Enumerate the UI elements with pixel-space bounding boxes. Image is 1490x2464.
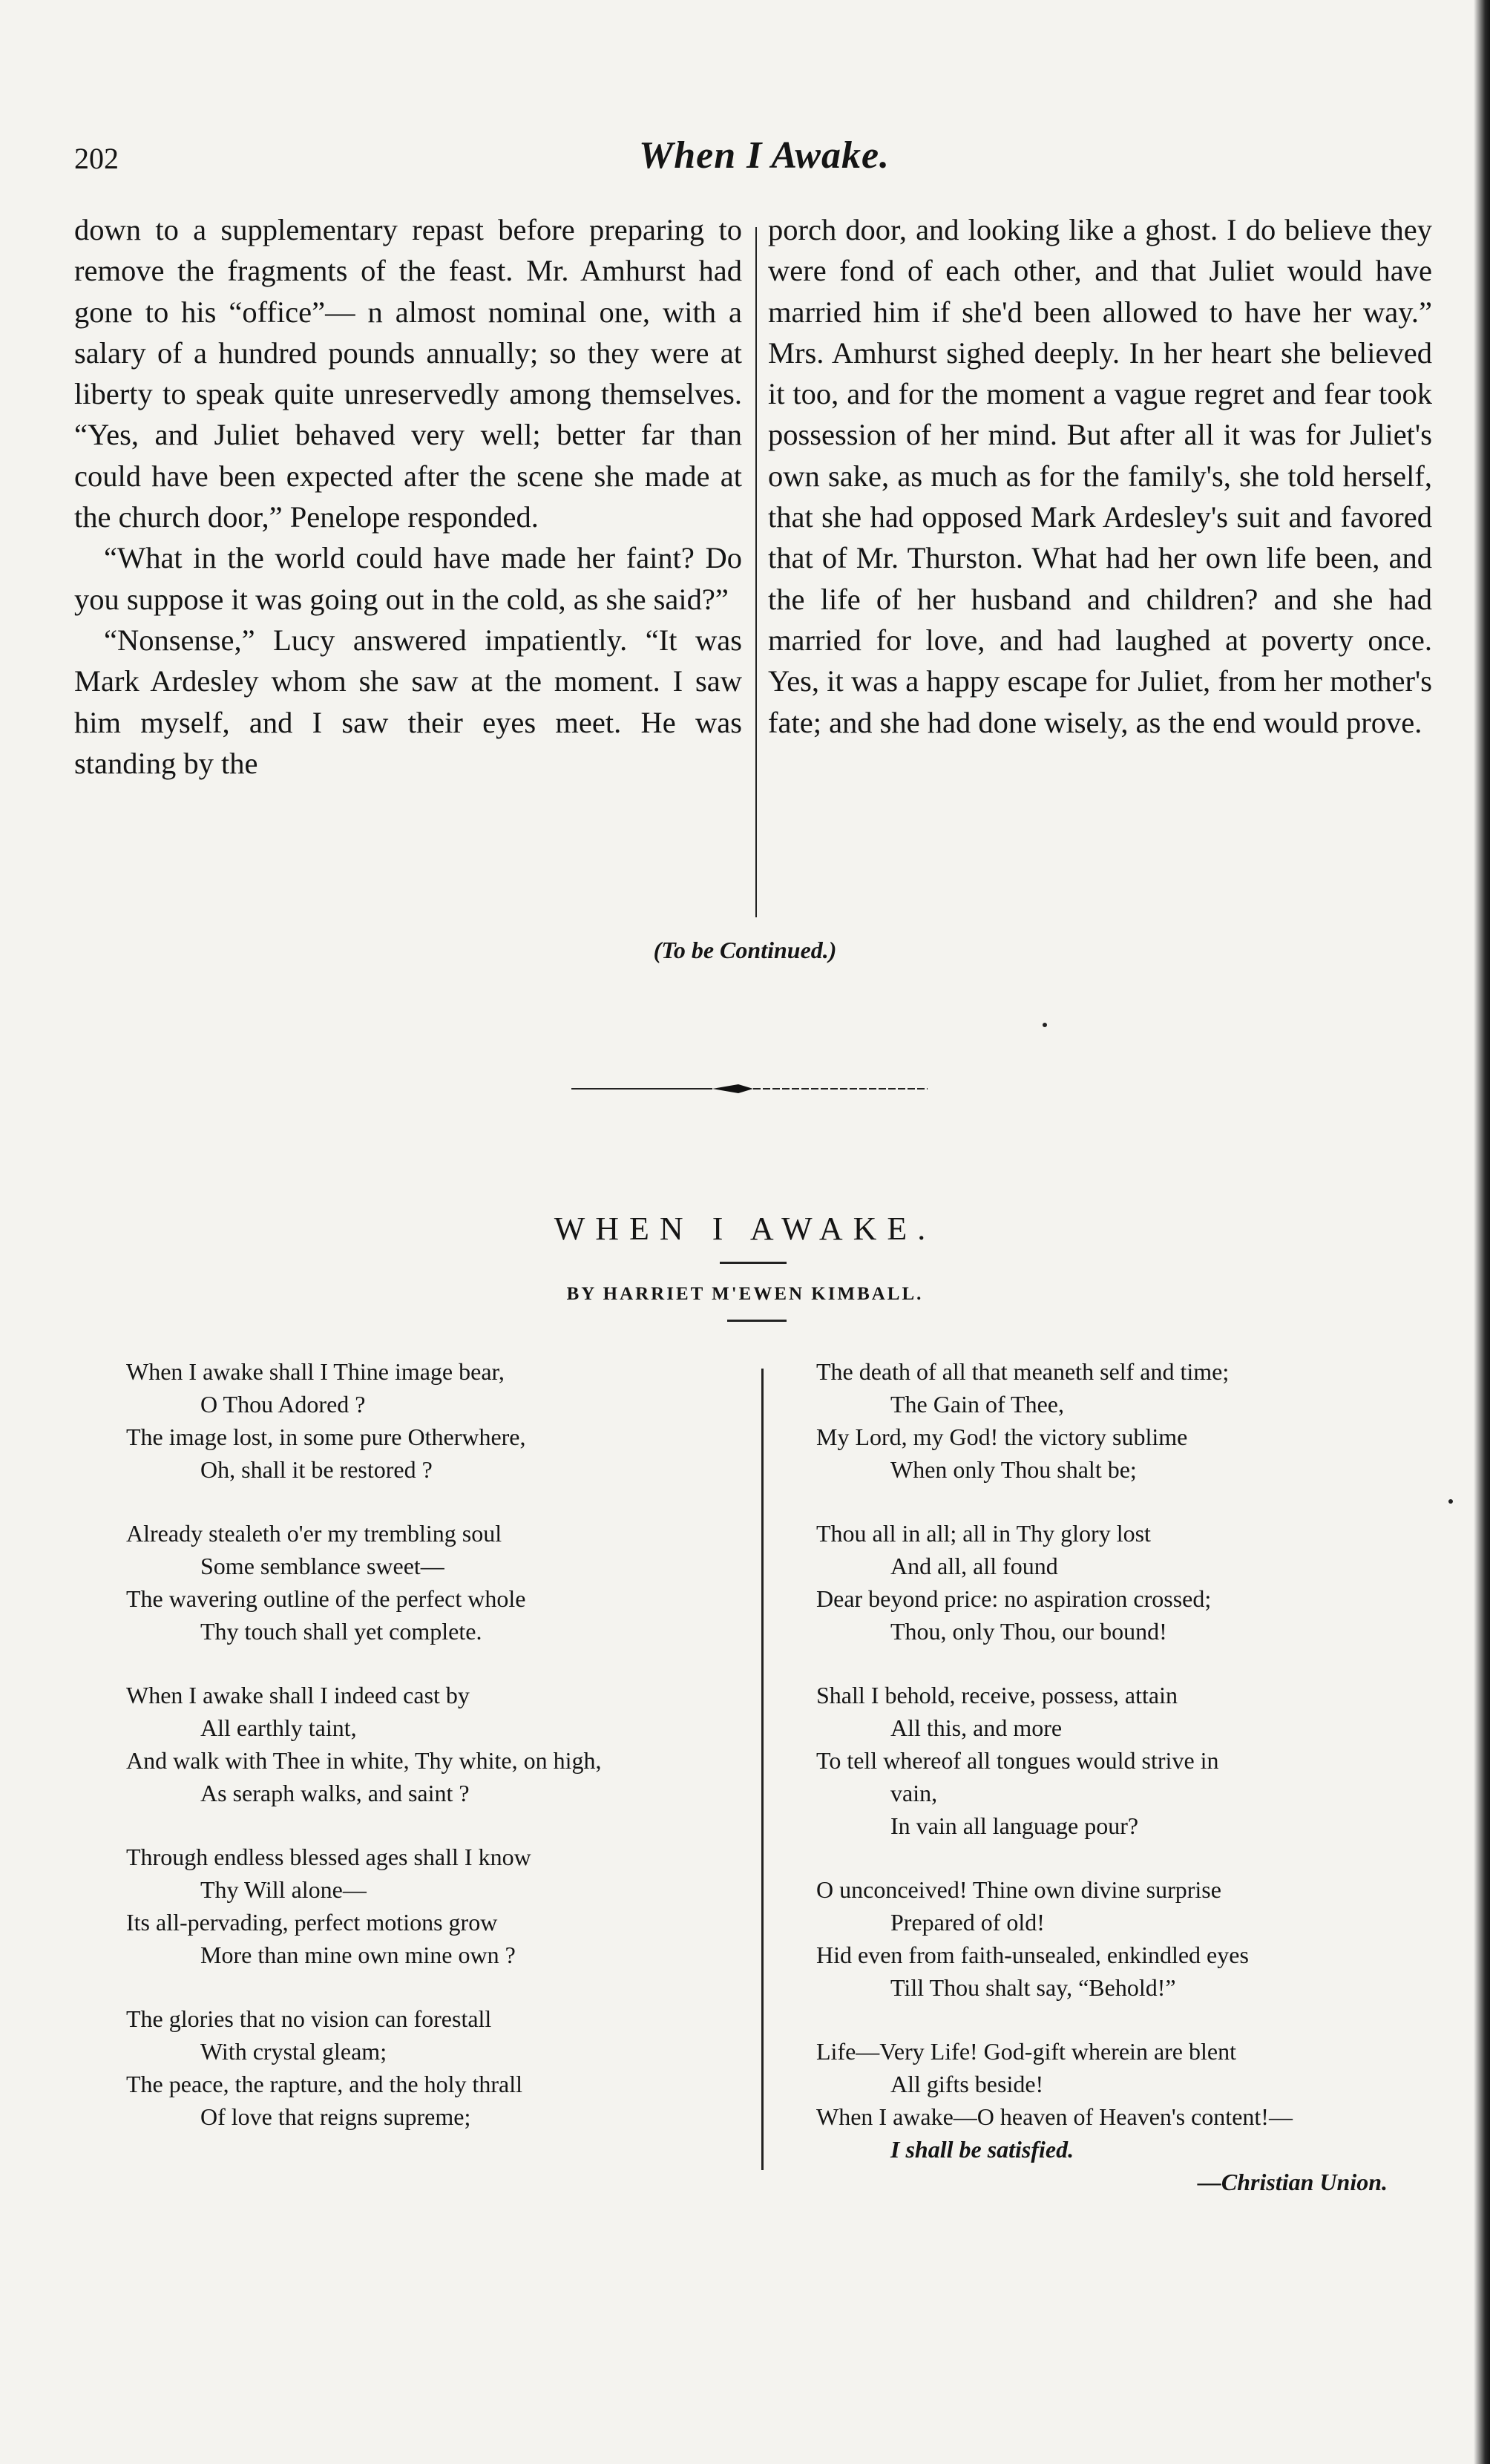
poem-line: Shall I behold, receive, possess, attain <box>816 1682 1178 1708</box>
ink-speck <box>1043 1023 1047 1027</box>
poem-stanza <box>126 2002 764 2133</box>
poem-line: O Thou Adored ? <box>200 1391 366 1418</box>
poem-source: —Christian Union. <box>1197 2169 1388 2195</box>
to-be-continued: (To be Continued.) <box>653 937 837 963</box>
poem-line: More than mine own mine own ? <box>200 1942 516 1968</box>
poem-line: Through endless blessed ages shall I know <box>126 1844 531 1870</box>
poem-line: All this, and more <box>890 1714 1063 1741</box>
poem-line: To tell whereof all tongues would strive in <box>816 1747 1219 1774</box>
poem-closing-line: I shall be satisfied. <box>890 2136 1074 2163</box>
poem-line: And all, all found <box>890 1553 1058 1579</box>
column-divider <box>755 227 757 917</box>
poem-stanza <box>816 2035 1425 2133</box>
poem-line: All gifts beside! <box>890 2071 1044 2097</box>
poem-column-right <box>816 1355 1425 2198</box>
poem-line: Already stealeth o'er my trembling soul <box>126 1520 502 1547</box>
page-number: 202 <box>74 142 119 175</box>
poem-line: Hid even from faith-unsealed, enkindled eyes <box>816 1942 1249 1968</box>
poem-line: vain, <box>890 1780 938 1806</box>
poem-line: When only Thou shalt be; <box>890 1456 1137 1483</box>
poem-line: The image lost, in some pure Otherwhere, <box>126 1423 526 1450</box>
prose-paragraph: “What in the world could have made her faint? Do you suppose it was going out in the cold, as she said?” <box>74 541 742 616</box>
poem-line: When I awake shall I indeed cast by <box>126 1682 470 1708</box>
title-rule <box>720 1262 787 1264</box>
poem-column-divider <box>761 1369 764 2170</box>
poem-line: Prepared of old! <box>890 1909 1045 1936</box>
poem-stanza <box>126 1841 764 1971</box>
poem-stanza <box>816 1873 1425 2004</box>
poem-stanza <box>816 1517 1425 1648</box>
section-divider-ornament <box>571 1078 942 1100</box>
poem-body <box>126 1355 1425 2194</box>
poem-line: The Gain of Thee, <box>890 1391 1064 1418</box>
poem-stanza <box>816 1355 1425 1486</box>
ink-speck <box>1448 1499 1453 1504</box>
poem-line: Dear beyond price: no aspiration crossed; <box>816 1585 1212 1612</box>
poem-stanza <box>816 1679 1425 1842</box>
poem-line: My Lord, my God! the victory sublime <box>816 1423 1188 1450</box>
poem-line: Of love that reigns supreme; <box>200 2103 471 2130</box>
story-continuation <box>74 209 1432 922</box>
poem-title: WHEN I AWAKE. <box>554 1210 936 1247</box>
poem-line: Thy Will alone— <box>200 1876 367 1903</box>
poem-line: The glories that no vision can forestall <box>126 2005 492 2032</box>
poem-byline: BY HARRIET M'EWEN KIMBALL. <box>566 1284 924 1304</box>
poem-stanza <box>126 1517 764 1648</box>
poem-line: Till Thou shalt say, “Behold!” <box>890 1974 1176 2001</box>
poem-line: Oh, shall it be restored ? <box>200 1456 433 1483</box>
prose-paragraph: porch door, and looking like a ghost. I do believe they were fond of each other, and that Juliet would have married him if she'd been allowed to have her way.” Mrs. Amhurst sighed deeply. In her heart she believed it too, and for the moment a vague regret and fear took possession of her mind. But after all it was for Juliet's own sake, as much as for the family's, she told herself, that she had opposed Mark Ardesley's suit and favored that of Mr. Thurston. What had her own life been, and the life of her husband and children? and she had married for love, and had laughed at poverty once. Yes, it was a happy escape for Juliet, from her mother's fate; and she had done wisely, as the end would prove. <box>768 213 1432 739</box>
poem-line: Thou, only Thou, our bound! <box>890 1618 1167 1645</box>
poem-line: As seraph walks, and saint ? <box>200 1780 470 1806</box>
poem-line: The wavering outline of the perfect whole <box>126 1585 526 1612</box>
poem-line: O unconceived! Thine own divine surprise <box>816 1876 1221 1903</box>
poem-line: All earthly taint, <box>200 1714 357 1741</box>
poem-line: The death of all that meaneth self and time; <box>816 1358 1230 1385</box>
poem-stanza <box>126 1679 764 1809</box>
poem-line: Its all-pervading, perfect motions grow <box>126 1909 498 1936</box>
byline-rule <box>727 1320 787 1322</box>
running-title: When I Awake. <box>638 134 890 177</box>
poem-line: And walk with Thee in white, Thy white, on high, <box>126 1747 602 1774</box>
page-header <box>74 134 1454 186</box>
poem-line: When I awake shall I Thine image bear, <box>126 1358 505 1385</box>
prose-column-left <box>74 209 742 784</box>
poem-line: With crystal gleam; <box>200 2038 387 2065</box>
poem-column-left <box>126 1355 764 2164</box>
poem-line: The peace, the rapture, and the holy thrall <box>126 2071 522 2097</box>
prose-column-right <box>768 209 1432 743</box>
poem-line: Thy touch shall yet complete. <box>200 1618 482 1645</box>
poem-line: In vain all language pour? <box>890 1812 1139 1839</box>
poem-line: Thou all in all; all in Thy glory lost <box>816 1520 1151 1547</box>
poem-line: When I awake—O heaven of Heaven's content!— <box>816 2103 1293 2130</box>
poem-line: Some semblance sweet— <box>200 1553 444 1579</box>
poem-stanza <box>126 1355 764 1486</box>
prose-paragraph: down to a supplementary repast before preparing to remove the fragments of the feast. Mr. Amhurst had gone to his “office”— n almost nominal one, with a salary of a hundred pounds annually; so they were at liberty to speak quite unreservedly among themselves. “Yes, and Juliet behaved very well; better far than could have been expected after the scene she made at the church door,” Penelope responded. <box>74 213 742 534</box>
prose-paragraph: “Nonsense,” Lucy answered impatiently. “It was Mark Ardesley whom she saw at the moment. I saw him myself, and I saw their eyes meet. He was standing by the <box>74 623 742 780</box>
poem-line: Life—Very Life! God-gift wherein are blent <box>816 2038 1236 2065</box>
